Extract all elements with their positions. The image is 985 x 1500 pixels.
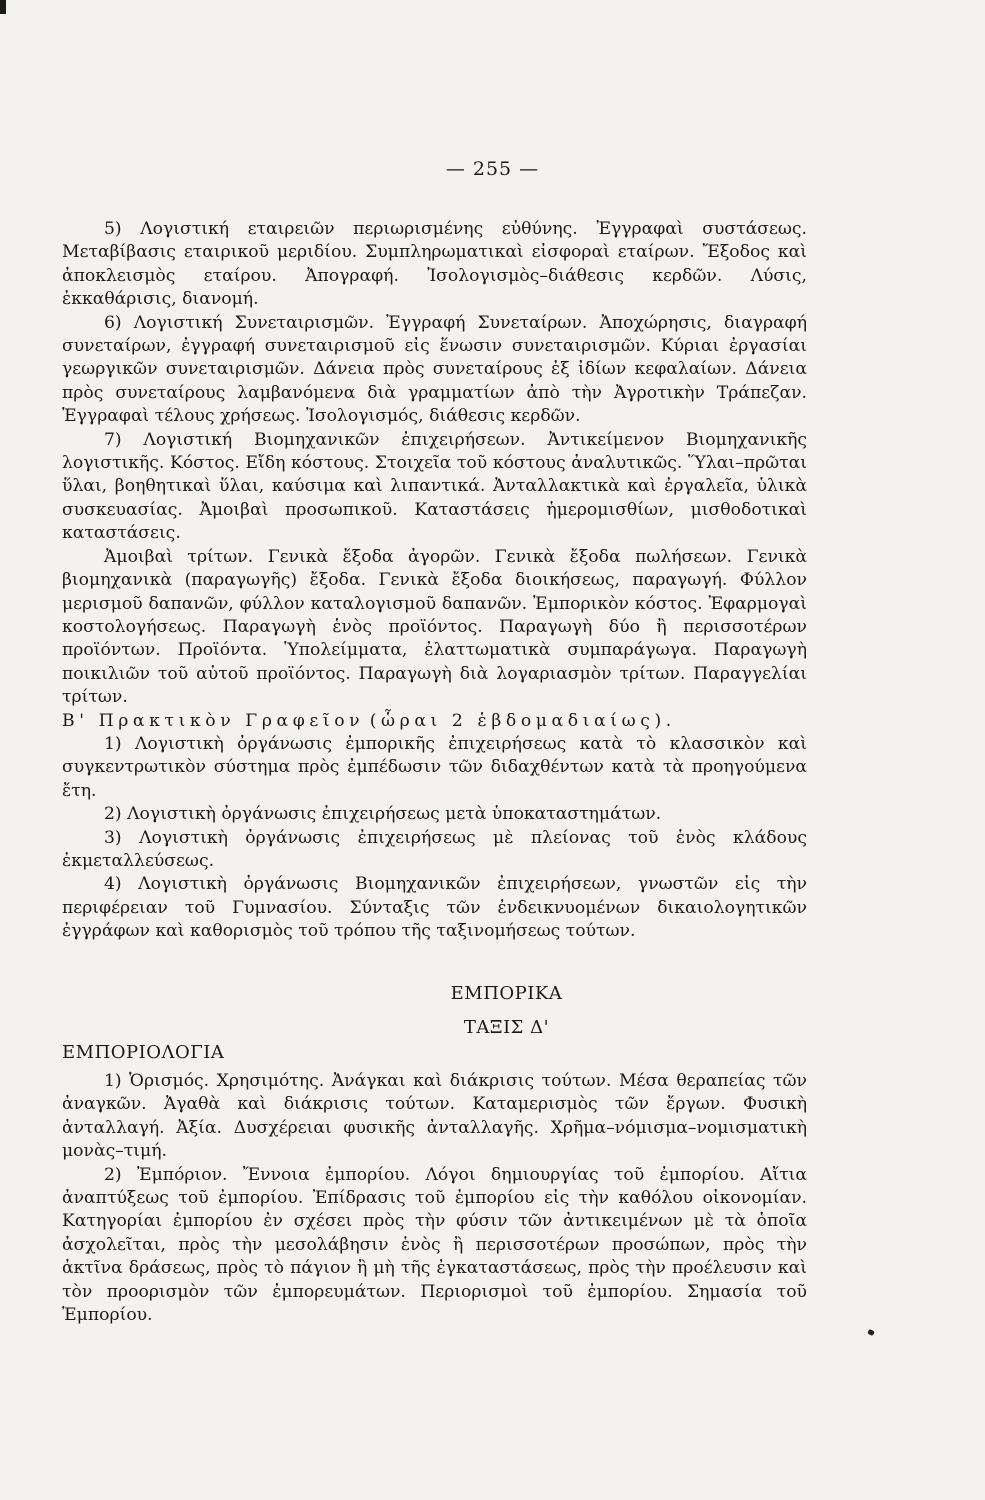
practicum-heading-label: Β' Πρακτικὸν Γραφεῖον <box>62 710 365 731</box>
scan-speck <box>867 1329 875 1336</box>
practicum-heading <box>62 710 807 733</box>
accounting-section <box>62 218 807 944</box>
paragraph-item-6: 6) Λογιστική Συνεταιρισμῶν. Ἐγγραφή Συνεταίρων. Ἀποχώρησις, διαγραφή συνεταίρων, ἐγγραφή συνεταιρισμοῦ εἰς ἕνωσιν συνεταιρισμῶν. Κύριαι ἐργασίαι γεωργικῶν συνεταιρισμῶν. Δάνεια πρὸς συνεταίρους ἐξ ἰδίων κεφαλαίων. Δάνεια πρὸς συνεταίρους λαμβανόμενα διὰ γραμματίων ἀπὸ τὴν Ἀγροτικὴν Τράπεζαν. Ἐγγραφαὶ τέλους χρήσεως. Ἰσολογισμός, διάθεσις κερδῶν. <box>62 312 807 427</box>
practicum-item-3: 3) Λογιστικὴ ὀργάνωσις ἐπιχειρήσεως μὲ πλείονας τοῦ ἑνὸς κλάδους ἐκμεταλλεύσεως. <box>62 827 807 871</box>
commerce-section <box>62 1070 807 1327</box>
practicum-item-1: 1) Λογιστικὴ ὀργάνωσις ἐμπορικῆς ἐπιχειρήσεως κατὰ τὸ κλασσικὸν καὶ συγκεντρωτικὸν σύστημα πρὸς ἐμπέδωσιν τῶν διδαχθέντων κατὰ τὰ προηγούμενα ἔτη. <box>62 733 807 801</box>
section-heading-emporika: ΕΜΠΟΡΙΚΑ <box>450 983 563 1004</box>
scan-edge-mark <box>0 0 6 14</box>
practicum-item-4: 4) Λογιστικὴ ὀργάνωσις Βιομηχανικῶν ἐπιχειρήσεων, γνωστῶν εἰς τὴν περιφέρειαν τοῦ Γυμνασίου. Σύνταξις τῶν ἐνδεικνυομένων δικαιολογητικῶν ἐγγράφων καὶ καθορισμὸς τοῦ τρόπου τῆς ταξινομήσεως τούτων. <box>62 874 807 942</box>
paragraph-item-7: 7) Λογιστική Βιομηχανικῶν ἐπιχειρήσεων. Ἀντικείμενον Βιομηχανικῆς λογιστικῆς. Κόστος. Εἴδη κόστους. Στοιχεῖα τοῦ κόστους ἀναλυτικῶς. Ὕλαι–πρῶται ὕλαι, βοηθητικαὶ ὕλαι, καύσιμα καὶ λιπαντικά. Ἀνταλλακτικὰ καὶ ἐργαλεῖα, ὑλικὰ συσκευασίας. Ἀμοιβαὶ προσωπικοῦ. Καταστάσεις ἡμερομισθίων, μισθοδοτικαὶ καταστάσεις. <box>62 429 807 544</box>
paragraph-third-party-costs: Ἀμοιβαὶ τρίτων. Γενικὰ ἔξοδα ἀγορῶν. Γενικὰ ἔξοδα πωλήσεων. Γενικὰ βιομηχανικὰ (παραγωγῆς) ἔξοδα. Γενικὰ ἔξοδα διοικήσεως, παραγωγή. Φύλλον μερισμοῦ δαπανῶν, φύλλον καταλογισμοῦ δαπανῶν. Ἐμπορικὸν κόστος. Ἐφαρμογαὶ κοστολογήσεως. Παραγωγὴ ἑνὸς προϊόντος. Παραγωγὴ δύο ἢ περισσοτέρων προϊόντων. Προϊόντα. Ὑπολείμματα, ἐλαττωματικὰ συμπαράγωγα. Παραγωγὴ ποικιλιῶν τοῦ αὐτοῦ προϊόντος. Παραγωγὴ διὰ λογαριασμὸν τρίτων. Παραγγελίαι τρίτων. <box>62 546 807 708</box>
practicum-heading-hours: (ὧραι 2 ἑβδομαδιαίως). <box>369 710 676 731</box>
page-number: — 255 — <box>445 158 540 180</box>
paragraph-item-5: 5) Λογιστική εταιρειῶν περιωρισμένης εὐθύνης. Ἐγγραφαὶ συστάσεως. Μεταβίβασις εταιρικοῦ μεριδίου. Συμπληρωματικαὶ εἰσφοραὶ εταίρων. Ἔξοδος καὶ ἀποκλεισμὸς εταίρου. Ἀπογραφή. Ἰσολογισμὸς–διάθεσις κερδῶν. Λύσις, ἐκκαθάρισις, διανομή. <box>62 219 807 310</box>
practicum-item-2: 2) Λογιστικὴ ὀργάνωσις ἐπιχειρήσεως μετὰ ὑποκαταστημάτων. <box>104 804 662 825</box>
class-heading: ΤΑΞΙΣ Δ' <box>463 1017 550 1038</box>
commerce-paragraph-1: 1) Ὁρισμός. Χρησιμότης. Ἀνάγκαι καὶ διάκρισις τούτων. Μέσα θεραπείας τῶν ἀναγκῶν. Ἀγαθὰ καὶ διάκρισις τούτων. Καταμερισμὸς τῶν ἔργων. Φυσικὴ ἀνταλλαγή. Ἀξία. Δυσχέρειαι φυσικῆς ἀνταλλαγῆς. Χρῆμα–νόμισμα–νομισματικὴ μονὰς–τιμή. <box>62 1071 807 1162</box>
commerce-paragraph-2: 2) Ἐμπόριον. Ἔννοια ἐμπορίου. Λόγοι δημιουργίας τοῦ ἐμπορίου. Αἴτια ἀναπτύξεως τοῦ ἐμπορίου. Ἐπίδρασις τοῦ ἐμπορίου εἰς τὴν καθόλου οἰκονομίαν. Κατηγορίαι ἐμπορίου ἐν σχέσει πρὸς τὴν φύσιν τῶν ἀντικειμένων μὲ τὰ ὁποῖα ἀσχολεῖται, πρὸς τὴν μεσολάβησιν ἑνὸς ἢ περισσοτέρων προσώπων, πρὸς τὴν ἀκτῖνα δράσεως, πρὸς τὸ πάγιον ἢ μὴ τῆς ἐγκαταστάσεως, πρὸς τὴν προέλευσιν καὶ τὸν προορισμὸν τῶν ἐμπορευμάτων. Περιορισμοὶ τοῦ ἐμπορίου. Σημασία τοῦ Ἐμπορίου. <box>62 1164 807 1326</box>
subject-heading: ΕΜΠΟΡΙΟΛΟΓΙΑ <box>62 1042 225 1063</box>
